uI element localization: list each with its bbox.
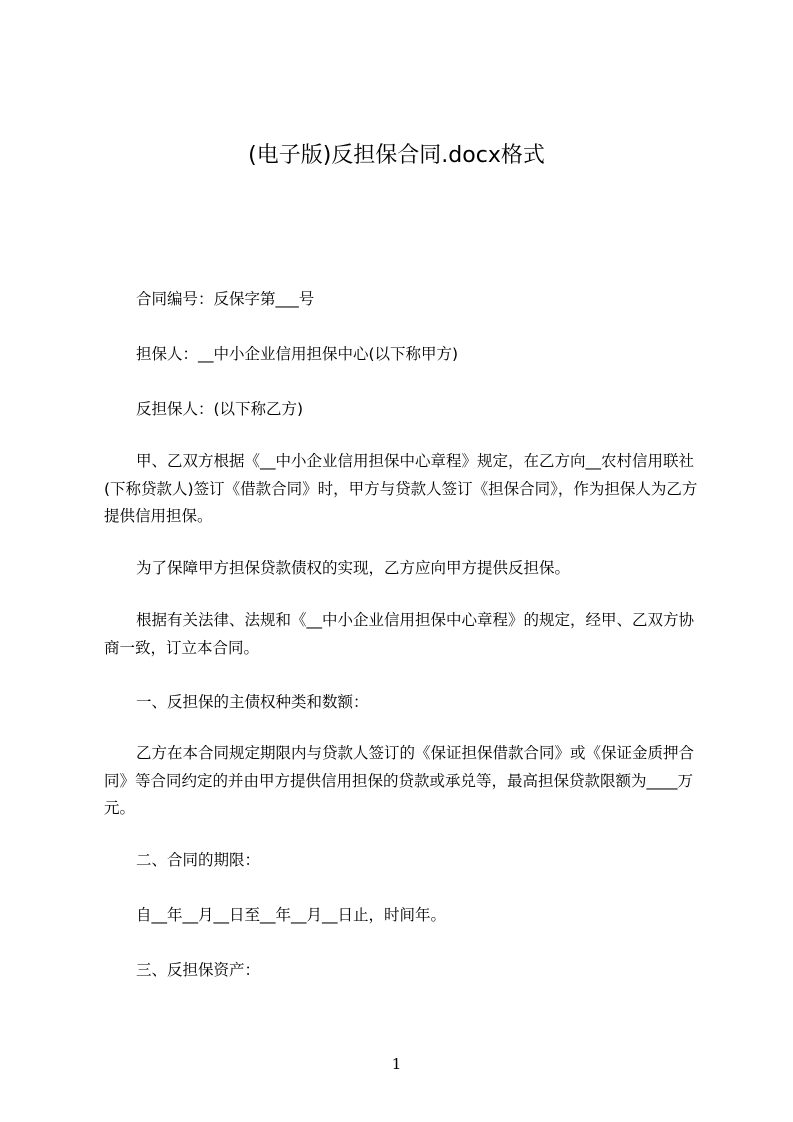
- page-number: 1: [391, 1055, 402, 1073]
- counter-guarantor-line: 反担保人：(以下称乙方): [136, 400, 304, 418]
- document-title: (电子版)反担保合同.docx格式: [248, 143, 545, 168]
- purpose-paragraph: 为了保障甲方担保贷款债权的实现，乙方应向甲方提供反担保。: [136, 559, 571, 577]
- section-1-paragraph: 乙方在本合同规定期限内与贷款人签订的《保证担保借款合同》或《保证金质押合同》等合同约定的并由甲方提供信用担保的贷款或承兑等，最高担保贷款限额为____万元。: [104, 744, 695, 817]
- contract-number: 合同编号：反保字第___号: [136, 290, 315, 308]
- section-heading-3: 三、反担保资产：: [136, 961, 261, 979]
- term-paragraph: 自__年__月__日至__年__月__日止，时间年。: [136, 906, 447, 924]
- basis-paragraph: 根据有关法律、法规和《__中小企业信用担保中心章程》的规定，经甲、乙双方协商一致，订立本合同。: [104, 611, 695, 657]
- preamble-paragraph: 甲、乙双方根据《__中小企业信用担保中心章程》规定，在乙方向__农村信用联社(下称贷款人)签订《借款合同》时，甲方与贷款人签订《担保合同》，作为担保人为乙方提供信用担保。: [104, 452, 698, 525]
- guarantor-line: 担保人：__中小企业信用担保中心(以下称甲方): [136, 345, 459, 363]
- section-heading-2: 二、合同的期限：: [136, 851, 261, 869]
- section-heading-1: 一、反担保的主债权种类和数额：: [136, 693, 369, 711]
